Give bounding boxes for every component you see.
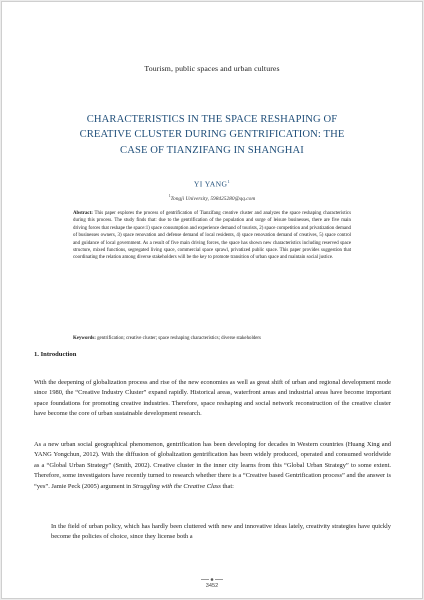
paragraph-2-tail: that: <box>220 482 234 490</box>
paper-page <box>1 1 423 599</box>
affiliation-text: Tongji University, 598425280@qq.com <box>170 195 256 202</box>
affiliation-line <box>2 194 422 202</box>
running-head: Tourism, public spaces and urban cultures <box>144 64 280 73</box>
page-number: 3452 <box>205 583 219 589</box>
paragraph-2-text: As a new urban social geographical phenomenon, gentrification has been developing for decades in Western countries (Huang Xing and YANG Yongchun, 2012). With the diffusion of globalization gentrification has been widely produced, operated and consumed worldwide as a “Global Urban Strategy” (Smith, 2002). Creative cluster in the inner city learns from this “Global Urban Strategy” to some extent. Therefore, some investigators have recently turned to research whether there is a “Creative based Gentrification process” and the answer is “yes”. Jamie Peck (2005) argument in <box>34 441 391 490</box>
abstract <box>73 210 351 262</box>
author-sup: 1 <box>227 179 231 184</box>
footer-mark-icon <box>201 577 223 582</box>
intro-paragraph-2 <box>34 440 391 492</box>
abstract-text: This paper explores the process of gentrification of Tianzifang creative cluster and analyzes the space reshaping characteristics during this process. The study finds that: due to the gentrification of the population and surge of leisure businesses, there are five main driving forces that reshape the space:1) space consumption and experience demand of tourists, 2) space competition and privatization demand of businesses owners, 3) space renovation and defense demand of local residents, 4) space renovation demand of creatives, 5) space control and guidance of local government. As a result of five main driving forces, the space has shown new characteristics including reserved space structure, mixed functions, segregated living space, commercial space sprawl, privatized public space. This paper provides suggestion that coordinating the relation among diverse stakeholders will be the key to promote transition of urban space and maintain social justice. <box>73 211 351 261</box>
author-line <box>2 179 422 189</box>
keywords-label: Keywords: <box>73 336 96 341</box>
section-heading: 1. Introduction <box>34 351 77 358</box>
abstract-label: Abstract: <box>73 211 93 216</box>
keywords <box>73 335 351 342</box>
block-quote: In the field of urban policy, which has hardly been cluttered with new and innovative ideas lately, creativity strategies have quickly become the policies of choice, since they license both a <box>51 523 391 541</box>
keywords-text: gentrification; creative cluster; space reshaping characteristics; diverse stakeholders <box>97 336 261 341</box>
affiliation-sup: 1 <box>168 194 171 198</box>
paper-title: CHARACTERISTICS IN THE SPACE RESHAPING OF CREATIVE CLUSTER DURING GENTRIFICATION: THE CASE OF TIANZIFANG IN SHANGHAI <box>79 114 345 156</box>
paragraph-2-italic: Struggling with the Creative Class <box>132 482 221 490</box>
intro-paragraph-1: With the deepening of globalization process and rise of the new economies as well as great shift of urban and regional development mode since 1980, the “Creative Industry Cluster” expand rapidly. Historical areas, waterfront areas and industrial areas have become important space foundations for promoting creative industries. Therefore, space reshaping and social network reconstruction of the creative cluster have become the core of urban sustainable development research. <box>34 379 391 418</box>
author-name: YI YANG <box>193 179 228 189</box>
